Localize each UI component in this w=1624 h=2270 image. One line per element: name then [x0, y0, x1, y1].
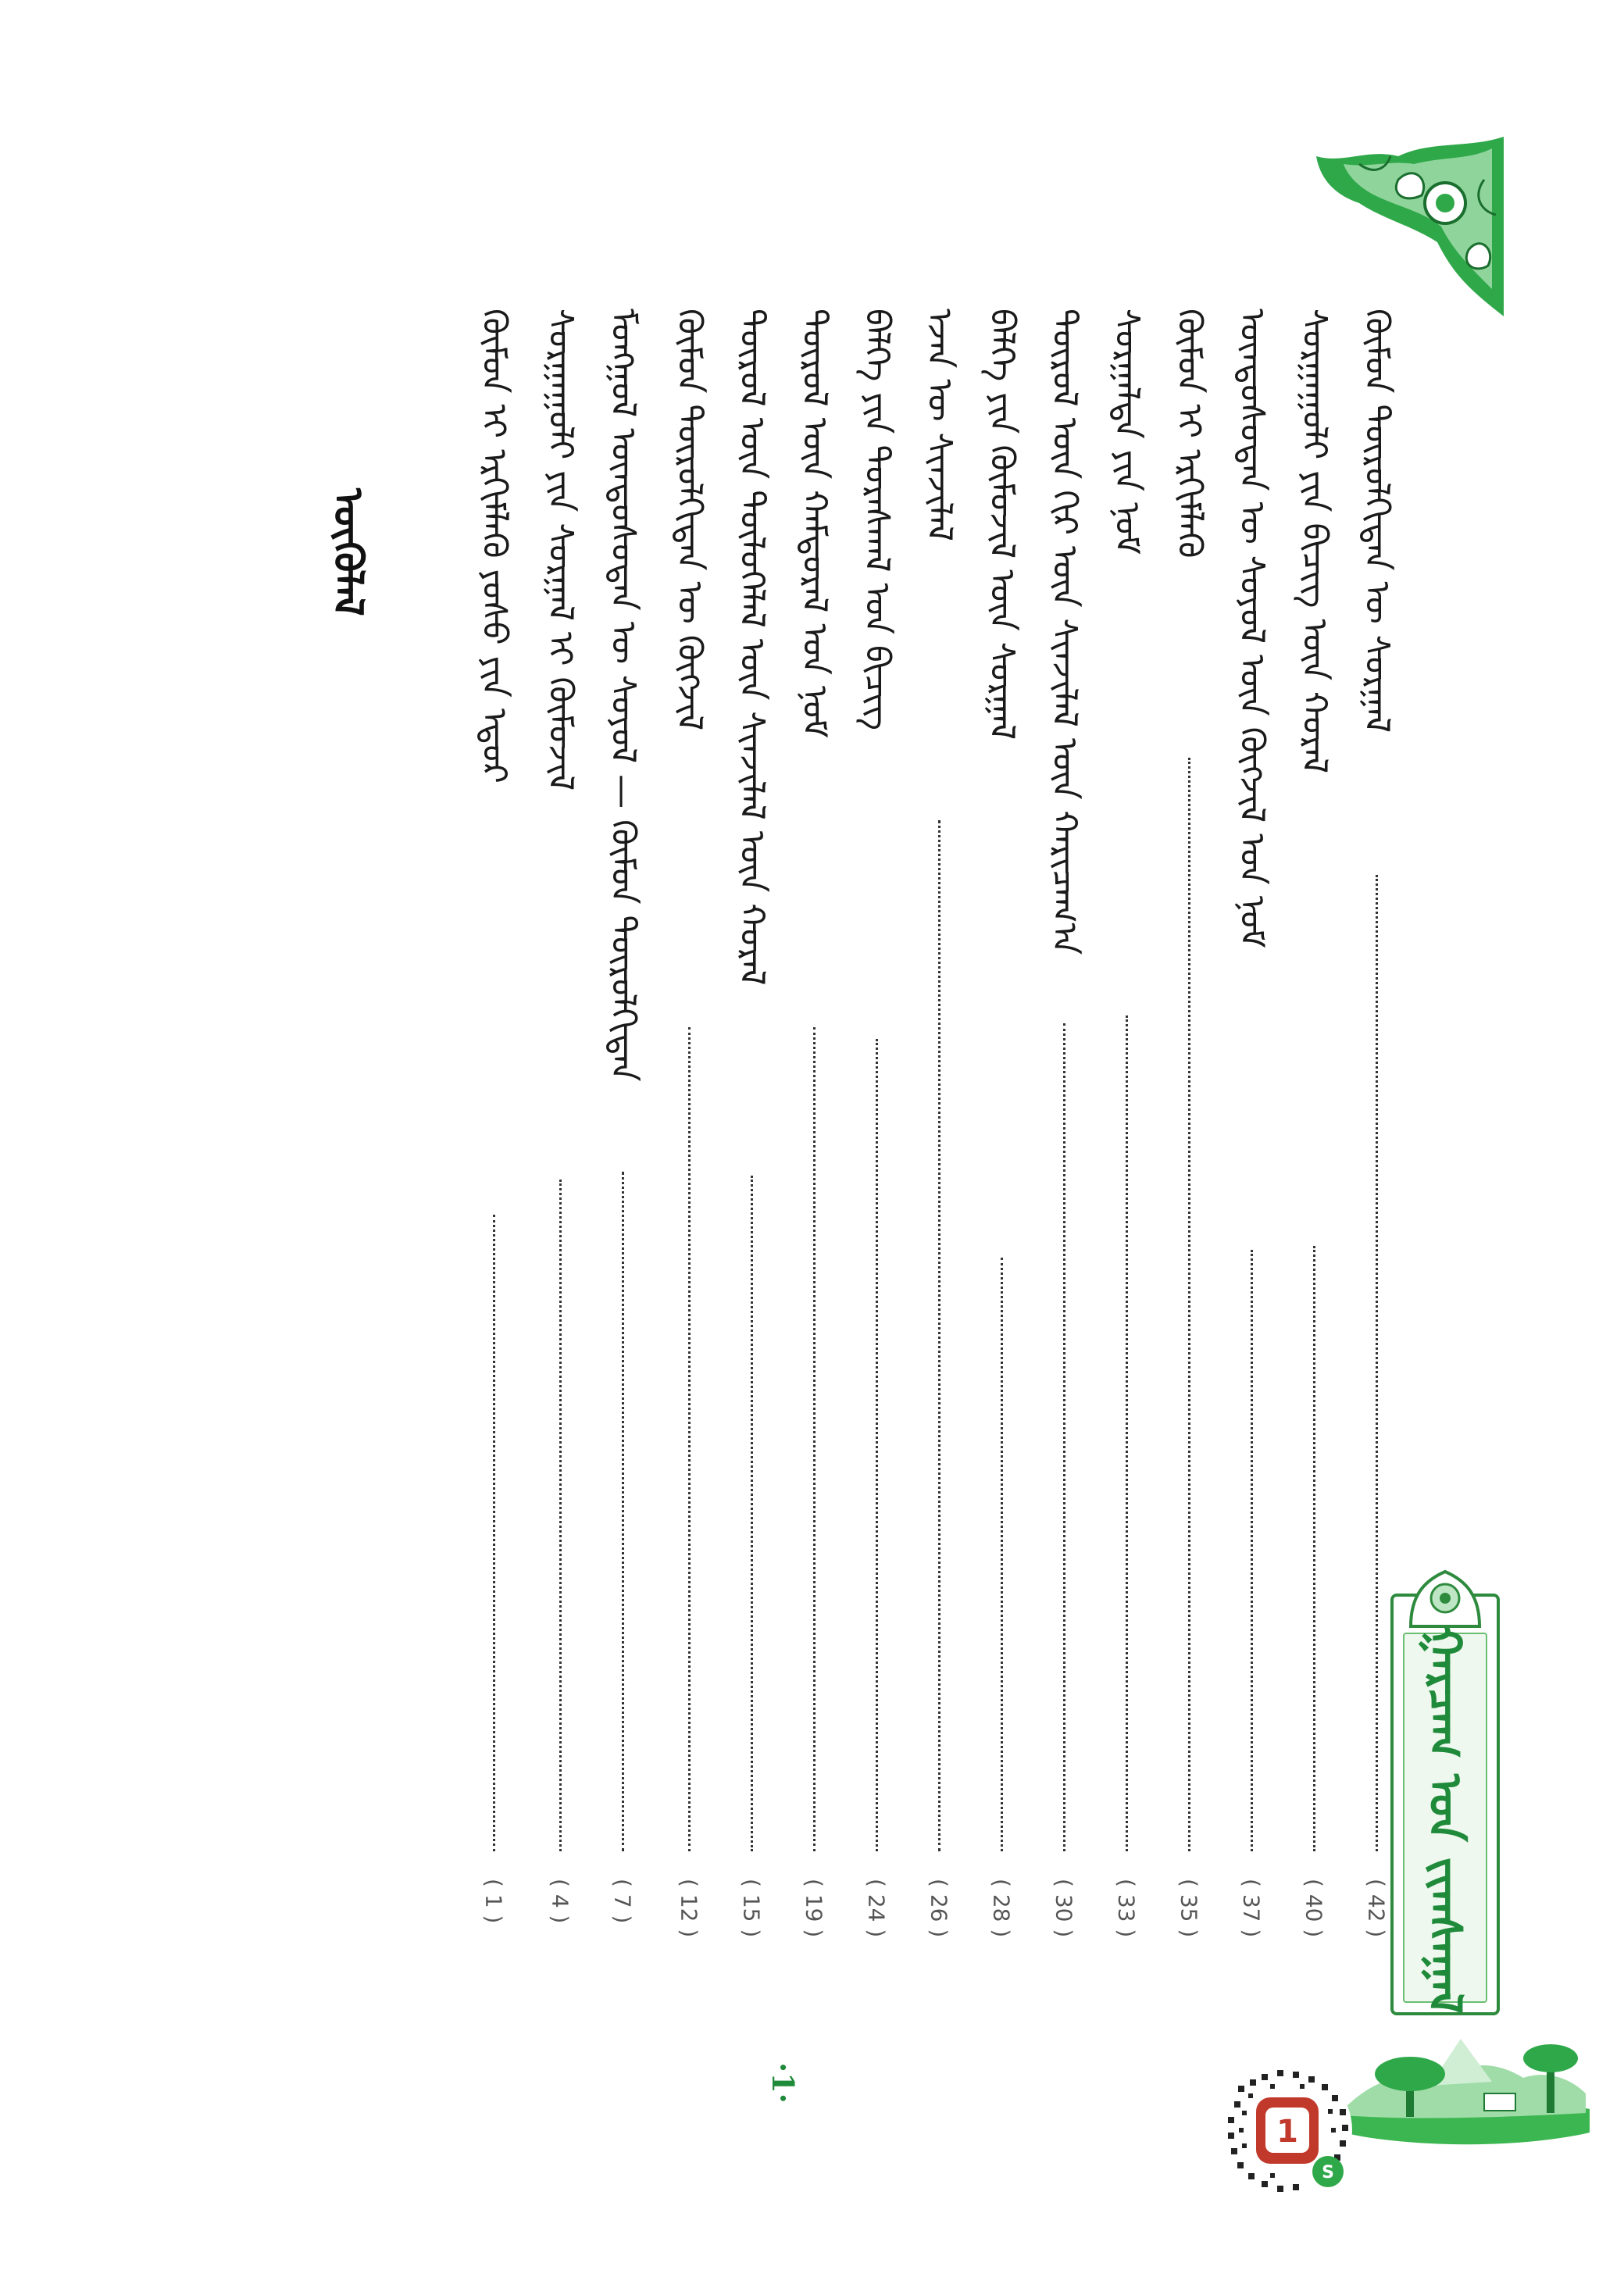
- toc-entry-page: [793, 1879, 835, 1972]
- toc-dot-leader: [688, 1027, 691, 1851]
- toc-dot-leader: [1063, 1023, 1065, 1851]
- toc-page-number: ( 15 ): [738, 1879, 765, 1938]
- toc-dot-leader: [1188, 758, 1190, 1851]
- svg-text:S: S: [1322, 2163, 1334, 2183]
- landscape-illustration-icon: [1320, 1984, 1590, 2148]
- toc-page-number: ( 4 ): [547, 1879, 573, 1924]
- toc-dot-leader: [1251, 1250, 1253, 1851]
- toc-entry-page: [1293, 1879, 1335, 1972]
- toc-page-number: ( 42 ): [1363, 1879, 1390, 1938]
- toc-entry[interactable]: [730, 309, 773, 1980]
- toc-entry-title: ᠮᠣᠩᠭᠣᠯ ᠦᠨᠳᠦᠰᠦᠲᠡᠨ ᠦ ᠰᠣᠶᠣᠯ — ᠬᠦᠮᠦᠨ ᠲᠥᠷᠦᠯᠬᠢᠲᠡᠨ: [603, 309, 643, 1082]
- qr-code-seal-icon[interactable]: [1219, 2062, 1355, 2199]
- toc-entry[interactable]: [1355, 309, 1397, 1980]
- toc-entry-title: ᠬᠦᠮᠦᠨ ᠲᠥᠷᠦᠯᠬᠢᠲᠡᠨ ᠦ ᠰᠤᠷᠭᠠᠯ: [1357, 309, 1397, 733]
- toc-entry-title: ᠲᠥᠷᠦᠯ ᠦᠨ ᠬᠢᠷ ᠦᠨ ᠰᠢᠨᠵᠢᠯᠡᠯ ᠦᠨ ᠬᠠᠷᠢᠴᠠᠭ᠎ᠠ: [1044, 309, 1084, 955]
- toc-page-number: ( 30 ): [1051, 1879, 1077, 1938]
- table-of-contents: [0, 309, 1624, 1980]
- toc-entry-page: [601, 1879, 644, 1972]
- svg-text:1: 1: [1276, 2114, 1298, 2150]
- toc-dot-leader: [559, 1180, 562, 1851]
- toc-dot-leader: [493, 1215, 495, 1851]
- toc-page-number: ( 35 ): [1176, 1879, 1202, 1938]
- toc-entry-title: ᠬᠦᠮᠦᠨ ᠢ ᠡᠷᠬᠢᠮᠯᠡᠬᠦ ᠶᠣᠰᠣ ᠶᠢᠨ ᠡᠳᠦᠷ: [474, 309, 514, 783]
- toc-entry[interactable]: [918, 309, 960, 1980]
- toc-page-number: ( 12 ): [676, 1879, 702, 1938]
- toc-entry-title: ᠰᠤᠷᠭᠠᠭᠤᠯᠢ ᠶᠢᠨ ᠰᠤᠷᠭᠠᠯ ᠢ ᠬᠦᠮᠦᠵᠢᠯ: [541, 309, 580, 791]
- toc-dot-leader: [751, 1176, 753, 1851]
- toc-entry[interactable]: [473, 309, 515, 1980]
- section-heading: ᠦᠭᠦᠯᠡᠯ: [324, 488, 371, 616]
- page-number: ·1·: [766, 2062, 801, 2104]
- toc-page-number: ( 1 ): [480, 1879, 507, 1924]
- toc-entry-page: [918, 1879, 960, 1972]
- toc-entry[interactable]: [855, 309, 898, 1980]
- toc-entry-title: ᠲᠥᠷᠦᠯ ᠦᠨ ᠲᠥᠯᠦᠭᠡᠯᠡᠯ ᠦᠨ ᠰᠢᠨᠵᠢᠯᠡᠯ ᠦᠨ ᠬᠤᠷᠠᠯ: [732, 309, 772, 986]
- toc-entry-title: ᠪᠡᠯᠭᠡ ᠶᠢᠨ ᠬᠦᠮᠦᠵᠢᠯ ᠦᠨ ᠰᠤᠷᠭᠠᠯ: [982, 309, 1022, 741]
- toc-entry-page: [730, 1879, 773, 1972]
- corner-ornament-icon: [1312, 133, 1508, 320]
- toc-entry-title: ᠰᠤᠷᠭᠠᠯᠲᠠ ᠶᠢᠨ ᠨᠣᠮ: [1107, 309, 1147, 555]
- toc-page-number: ( 24 ): [863, 1879, 890, 1938]
- toc-entry-title: ᠬᠦᠮᠦᠨ ᠢ ᠡᠷᠬᠢᠮᠯᠡᠬᠦ: [1169, 309, 1209, 559]
- toc-entry-page: [1105, 1879, 1148, 1972]
- toc-entry-page: [855, 1879, 898, 1972]
- toc-entry[interactable]: [1293, 309, 1335, 1980]
- toc-entry-page: [473, 1879, 515, 1972]
- toc-entry-page: [1168, 1879, 1210, 1972]
- toc-entry-page: [980, 1879, 1023, 1972]
- banner-title: ᠭᠠᠷᠴᠠᠭ ᠤᠨ ᠵᠢᠭᠰᠠᠭᠠᠯ: [1419, 1626, 1472, 2014]
- toc-dot-leader: [622, 1172, 624, 1851]
- toc-page-number: ( 19 ): [801, 1879, 827, 1938]
- toc-entry[interactable]: [793, 309, 835, 1980]
- toc-dot-leader: [1376, 875, 1378, 1851]
- toc-entry-title: ᠲᠥᠷᠦᠯ ᠦᠨ ᠬᠠᠮᠲᠤᠷᠠᠯ ᠤᠨ ᠨᠣᠮ: [794, 309, 834, 738]
- toc-entry-title: ᠡᠵᠡᠨ ᠦ ᠰᠢᠨᠵᠢᠯᠡᠯ: [919, 309, 959, 541]
- toc-dot-leader: [1313, 1246, 1315, 1851]
- toc-entry-page: [1043, 1879, 1085, 1972]
- toc-entry-page: [1230, 1879, 1272, 1972]
- toc-entry-title: ᠬᠦᠮᠦᠨ ᠲᠥᠷᠦᠯᠬᠢᠲᠡᠨ ᠦ ᠬᠥᠭᠵᠢᠯ: [669, 309, 709, 731]
- toc-entry[interactable]: [539, 309, 581, 1980]
- toc-entry-title: ᠦᠨᠳᠦᠰᠦᠲᠡᠨ ᠦ ᠰᠣᠶᠣᠯ ᠦᠨ ᠬᠥᠭᠵᠢᠯ ᠤᠨ ᠨᠣᠮ: [1232, 309, 1272, 948]
- toc-dot-leader: [876, 1039, 878, 1851]
- toc-entry[interactable]: [1105, 309, 1148, 1980]
- toc-entry-title: ᠪᠡᠯᠭᠡ ᠶᠢᠨ ᠳᠤᠷᠠᠰᠬᠠᠯ ᠤᠨ ᠪᠢᠴᠢᠭ: [857, 309, 897, 730]
- toc-entry-page: [668, 1879, 710, 1972]
- toc-page-number: ( 26 ): [926, 1879, 952, 1938]
- toc-dot-leader: [938, 820, 940, 1851]
- toc-entry[interactable]: [1230, 309, 1272, 1980]
- toc-entry-page: [539, 1879, 581, 1972]
- toc-entry[interactable]: [1168, 309, 1210, 1980]
- toc-dot-leader: [1126, 1015, 1128, 1851]
- toc-entry[interactable]: [668, 309, 710, 1980]
- toc-page-number: ( 7 ): [609, 1879, 636, 1924]
- toc-page-number: ( 37 ): [1238, 1879, 1265, 1938]
- toc-entry[interactable]: [980, 309, 1023, 1980]
- toc-entry-title: ᠰᠤᠷᠭᠠᠭᠤᠯᠢ ᠶᠢᠨ ᠪᠢᠴᠢᠭ ᠦᠨ ᠬᠤᠷᠠᠯ: [1294, 309, 1334, 774]
- toc-entry[interactable]: [601, 309, 644, 1980]
- toc-page-number: ( 40 ): [1301, 1879, 1327, 1938]
- toc-page-number: ( 33 ): [1113, 1879, 1140, 1938]
- toc-dot-leader: [813, 1027, 816, 1851]
- toc-entry-page: [1355, 1879, 1397, 1972]
- toc-dot-leader: [1001, 1258, 1003, 1851]
- toc-entry[interactable]: [1043, 309, 1085, 1980]
- toc-page-number: ( 28 ): [988, 1879, 1015, 1938]
